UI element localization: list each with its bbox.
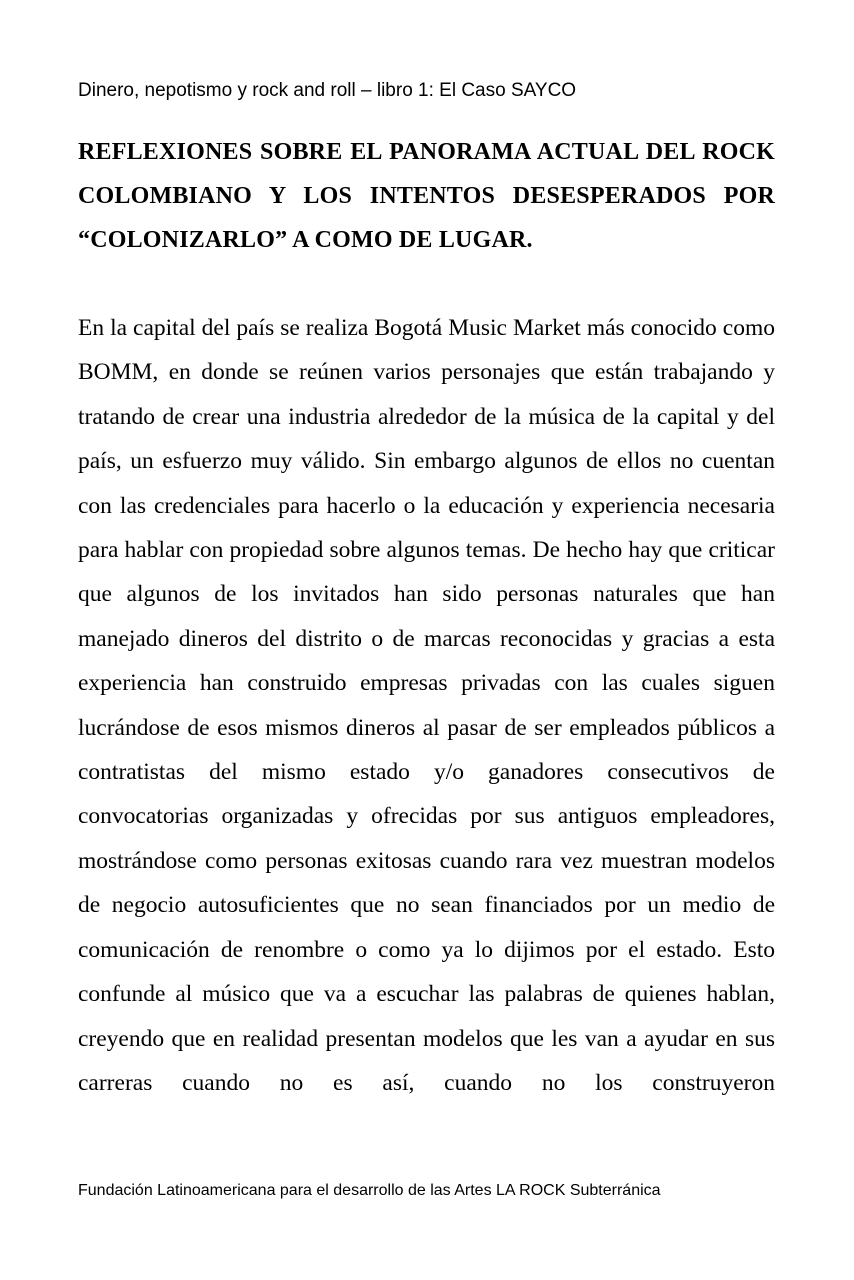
article-title: REFLEXIONES SOBRE EL PANORAMA ACTUAL DEL ROCK COLOMBIANO Y LOS INTENTOS DESESPERADOS POR “COLONIZARLO” A COMO DE LUGAR. <box>78 139 775 253</box>
body-paragraph: En la capital del país se realiza Bogotá Music Market más conocido como BOMM, en donde se reúnen varios personajes que están trabajando y tratando de crear una industria alrededor de la música de la capital y del país, un esfuerzo muy válido. Sin embargo algunos de ellos no cuentan con las credenciales para hacerlo o la educación y experiencia necesaria para hablar con propiedad sobre algunos temas. De hecho hay que criticar que algunos de los invitados han sido personas naturales que han manejado dineros del distrito o de marcas reconocidas y gracias a esta experiencia han construido empresas privadas con las cuales siguen lucrándose de esos mismos dineros al pasar de ser empleados públicos a contratistas del mismo estado y/o ganadores consecutivos de convocatorias organizadas y ofrecidas por sus antiguos empleadores, mostrándose como personas exitosas cuando rara vez muestran modelos de negocio autosuficientes que no sean financiados por un medio de comunicación de renombre o como ya lo dijimos por el estado. Esto confunde al músico que va a escuchar las palabras de quienes hablan, creyendo que en realidad presentan modelos que les van a ayudar en sus carreras cuando no es así, cuando no los construyeron <box>78 315 775 1096</box>
running-header: Dinero, nepotismo y rock and roll – libro 1: El Caso SAYCO <box>78 80 577 101</box>
running-footer: Fundación Latinoamericana para el desarrollo de las Artes LA ROCK Subterránica <box>78 1182 661 1199</box>
